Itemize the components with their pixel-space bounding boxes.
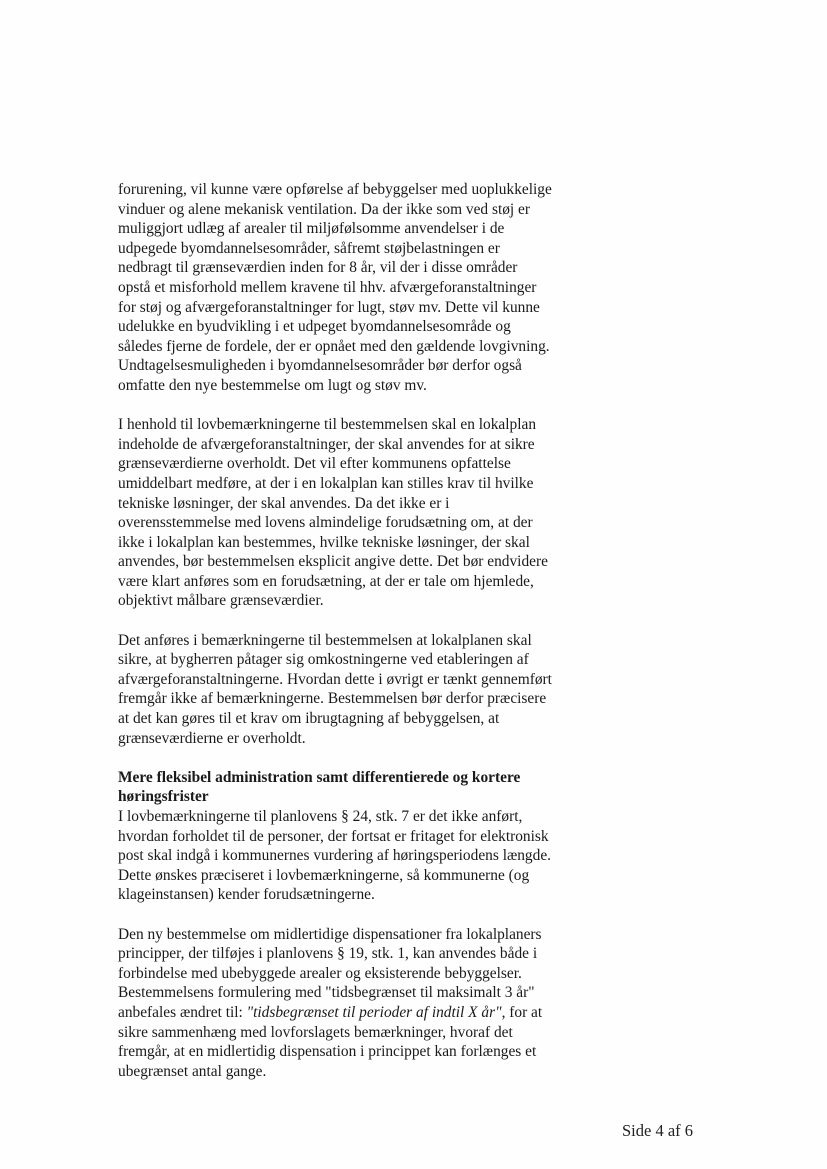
text-line-mixed <box>118 1003 610 1023</box>
text-line: Dette ønskes præciseret i lovbemærkningerne, så kommunerne (og <box>118 866 530 884</box>
text-line: tekniske løsninger, der skal anvendes. Da det ikke er i <box>118 494 450 512</box>
section-heading <box>118 768 610 807</box>
text-line: grænseværdierne er overholdt. <box>118 729 306 747</box>
text-line: Bestemmelsens formulering med "tidsbegrænset til maksimalt 3 år" <box>118 984 535 1002</box>
text-line: I henhold til lovbemærkningerne til bestemmelsen skal en lokalplan <box>118 416 537 434</box>
text-line: afværgeforanstaltningerne. Hvordan dette i øvrigt er tænkt gennemført <box>118 670 552 688</box>
document-body <box>118 180 610 1101</box>
paragraph-elektronisk-post <box>118 807 610 905</box>
text-line: klageinstansen) kender forudsætningerne. <box>118 886 375 904</box>
text-line: I lovbemærkningerne til planlovens § 24, stk. 7 er det ikke anført, <box>118 808 523 825</box>
text-line: anvendes, bør bestemmelsen eksplicit angive dette. Det bør endvidere <box>118 553 548 571</box>
text-run: , for at <box>501 1003 543 1021</box>
page-number: Side 4 af 6 <box>622 1121 694 1140</box>
text-line: opstå et misforhold mellem kravene til hhv. afværgeforanstaltninger <box>118 278 537 296</box>
text-line: hvordan forholdet til de personer, der fortsat er fritaget for elektronisk <box>118 827 549 845</box>
text-line: overensstemmelse med lovens almindelige forudsætning om, at der <box>118 514 533 532</box>
text-line: udpegede byomdannelsesområder, såfremt støjbelastningen er <box>118 239 500 257</box>
section-hoeringsfrister <box>118 768 610 905</box>
text-line: objektivt målbare grænseværdier. <box>118 592 324 610</box>
text-line: fremgår, at en midlertidig dispensation i princippet kan forlænges et <box>118 1043 537 1061</box>
text-line: forbindelse med ubebyggede arealer og eksisterende bebyggelser. <box>118 964 522 982</box>
text-line: ikke i lokalplan kan bestemmes, hvilke tekniske løsninger, der skal <box>118 533 530 551</box>
text-line: omfatte den nye bestemmelse om lugt og støv mv. <box>118 376 427 394</box>
text-line: sikre sammenhæng med lovforslagets bemærkninger, hvoraf det <box>118 1023 513 1041</box>
text-line: ubegrænset antal gange. <box>118 1062 267 1080</box>
text-line: Det anføres i bemærkningerne til bestemmelsen at lokalplanen skal <box>118 631 532 649</box>
text-line: sikre, at bygherren påtager sig omkostningerne ved etableringen af <box>118 651 529 669</box>
text-line: at det kan gøres til et krav om ibrugtagning af bebyggelsen, at <box>118 710 500 728</box>
text-line: nedbragt til grænseværdien inden for 8 år, vil der i disse områder <box>118 259 518 277</box>
heading-line: Mere fleksibel administration samt differentierede og kortere <box>118 768 521 786</box>
text-line: grænseværdierne overholdt. Det vil efter kommunens opfattelse <box>118 455 511 473</box>
text-line: forurening, vil kunne være opførelse af bebyggelser med uoplukkelige <box>118 181 552 198</box>
text-line: være klart anføres som en forudsætning, at der er tale om hjemlede, <box>118 572 534 590</box>
paragraph-dispensationer <box>118 925 610 1082</box>
text-line: således fjerne de fordele, der er opnået med den gældende lovgivning. <box>118 337 550 355</box>
text-line: fremgår ikke af bemærkningerne. Bestemmelsen bør derfor præcisere <box>118 690 547 708</box>
text-line: principper, der tilføjes i planlovens § 19, stk. 1, kan anvendes både i <box>118 945 538 963</box>
text-line: udelukke en byudvikling i et udpeget byomdannelsesområde og <box>118 318 511 336</box>
text-line: vinduer og alene mekanisk ventilation. Da der ikke som ved støj er <box>118 200 531 218</box>
text-line: indeholde de afværgeforanstaltninger, der skal anvendes for at sikre <box>118 435 535 453</box>
text-line: umiddelbart medføre, at der i en lokalplan kan stilles krav til hvilke <box>118 474 534 492</box>
text-line: post skal indgå i kommunernes vurdering af høringsperiodens længde. <box>118 847 551 865</box>
heading-line: høringsfrister <box>118 788 209 806</box>
text-line: for støj og afværgeforanstaltninger for lugt, støv mv. Dette vil kunne <box>118 298 540 316</box>
paragraph-lokalplan <box>118 415 610 611</box>
text-line: muliggjort udlæg af arealer til miljøfølsomme anvendelser i de <box>118 220 505 238</box>
text-line: Den ny bestemmelse om midlertidige dispensationer fra lokalplaners <box>118 925 542 943</box>
text-line: Undtagelsesmuligheden i byomdannelsesområder bør derfor også <box>118 357 522 375</box>
paragraph-forurening <box>118 180 610 396</box>
paragraph-bygherre <box>118 631 610 749</box>
text-run: anbefales ændret til: <box>118 1003 247 1021</box>
italic-quote: "tidsbegrænset til perioder af indtil X år" <box>246 1003 502 1021</box>
